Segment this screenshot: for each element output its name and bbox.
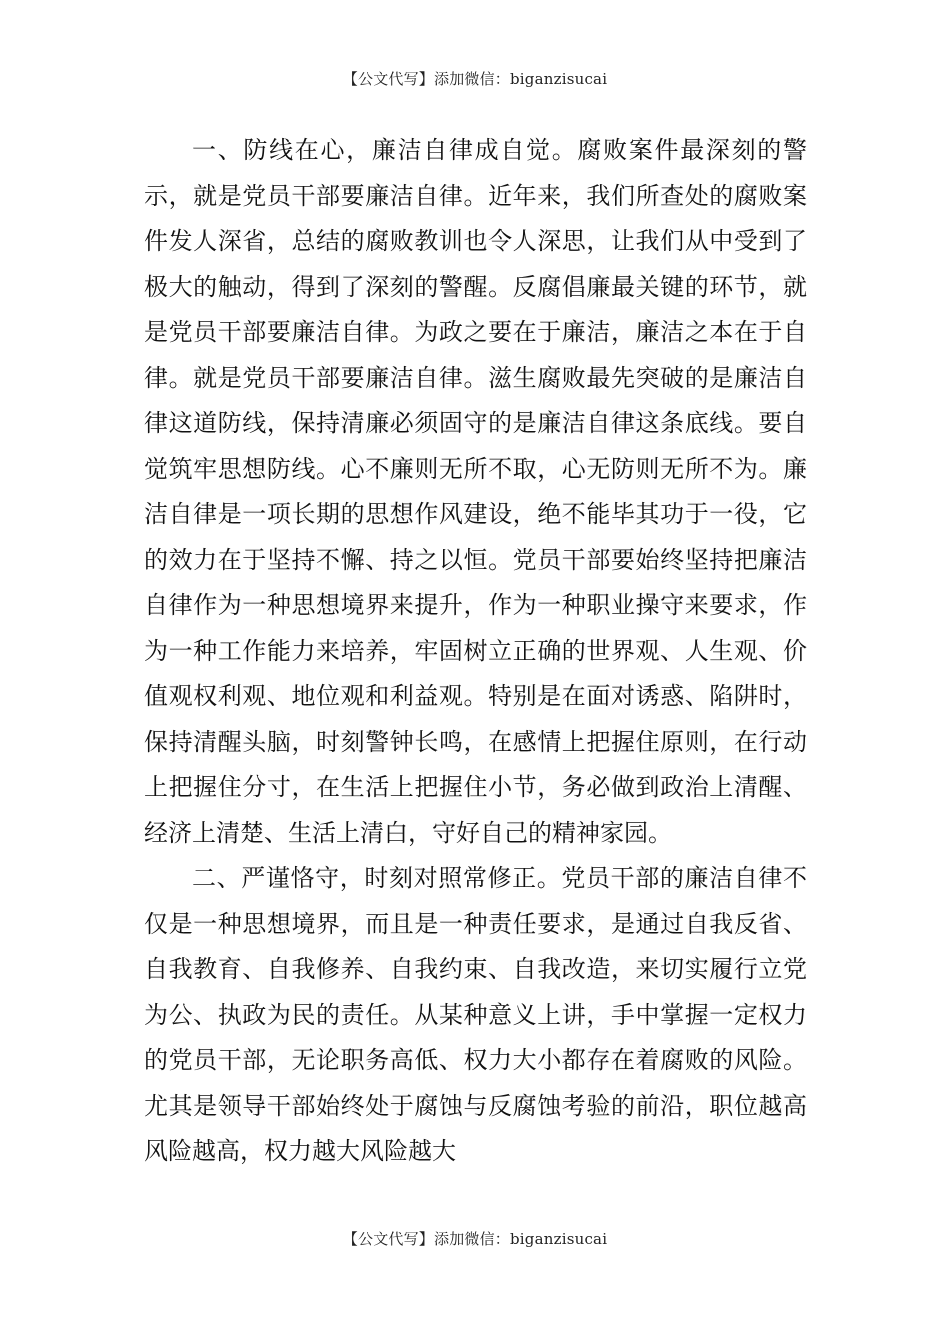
document-body	[144, 128, 807, 1175]
paragraph-2: 二、严谨恪守，时刻对照常修正。党员干部的廉洁自律不仅是一种思想境界，而且是一种责任要求，是通过自我反省、自我教育、自我修养、自我约束、自我改造，来切实履行立党为公、执政为民的责任。从某种意义上讲，手中掌握一定权力的党员干部，无论职务高低、权力大小都存在着腐败的风险。尤其是领导干部始终处于腐蚀与反腐蚀考验的前沿，职位越高风险越高，权力越大风险越大	[144, 864, 807, 1165]
page-footer: 【公文代写】添加微信：biganzisucai	[342, 1230, 608, 1248]
paragraph-1: 一、防线在心，廉洁自律成自觉。腐败案件最深刻的警示，就是党员干部要廉洁自律。近年来，我们所查处的腐败案件发人深省，总结的腐败教训也令人深思，让我们从中受到了极大的触动，得到了深刻的警醒。反腐倡廉最关键的环节，就是党员干部要廉洁自律。为政之要在于廉洁，廉洁之本在于自律。就是党员干部要廉洁自律。滋生腐败最先突破的是廉洁自律这道防线，保持清廉必须固守的是廉洁自律这条底线。要自觉筑牢思想防线。心不廉则无所不取，心无防则无所不为。廉洁自律是一项长期的思想作风建设，绝不能毕其功于一役，它的效力在于坚持不懈、持之以恒。党员干部要始终坚持把廉洁自律作为一种思想境界来提升，作为一种职业操守来要求，作为一种工作能力来培养，牢固树立正确的世界观、人生观、价值观权利观、地位观和利益观。特别是在面对诱惑、陷阱时，保持清醒头脑，时刻警钟长鸣，在感情上把握住原则，在行动上把握住分寸，在生活上把握住小节，务必做到政治上清醒、经济上清楚、生活上清白，守好自己的精神家园。	[144, 136, 807, 847]
page-header: 【公文代写】添加微信：biganzisucai	[342, 70, 608, 88]
